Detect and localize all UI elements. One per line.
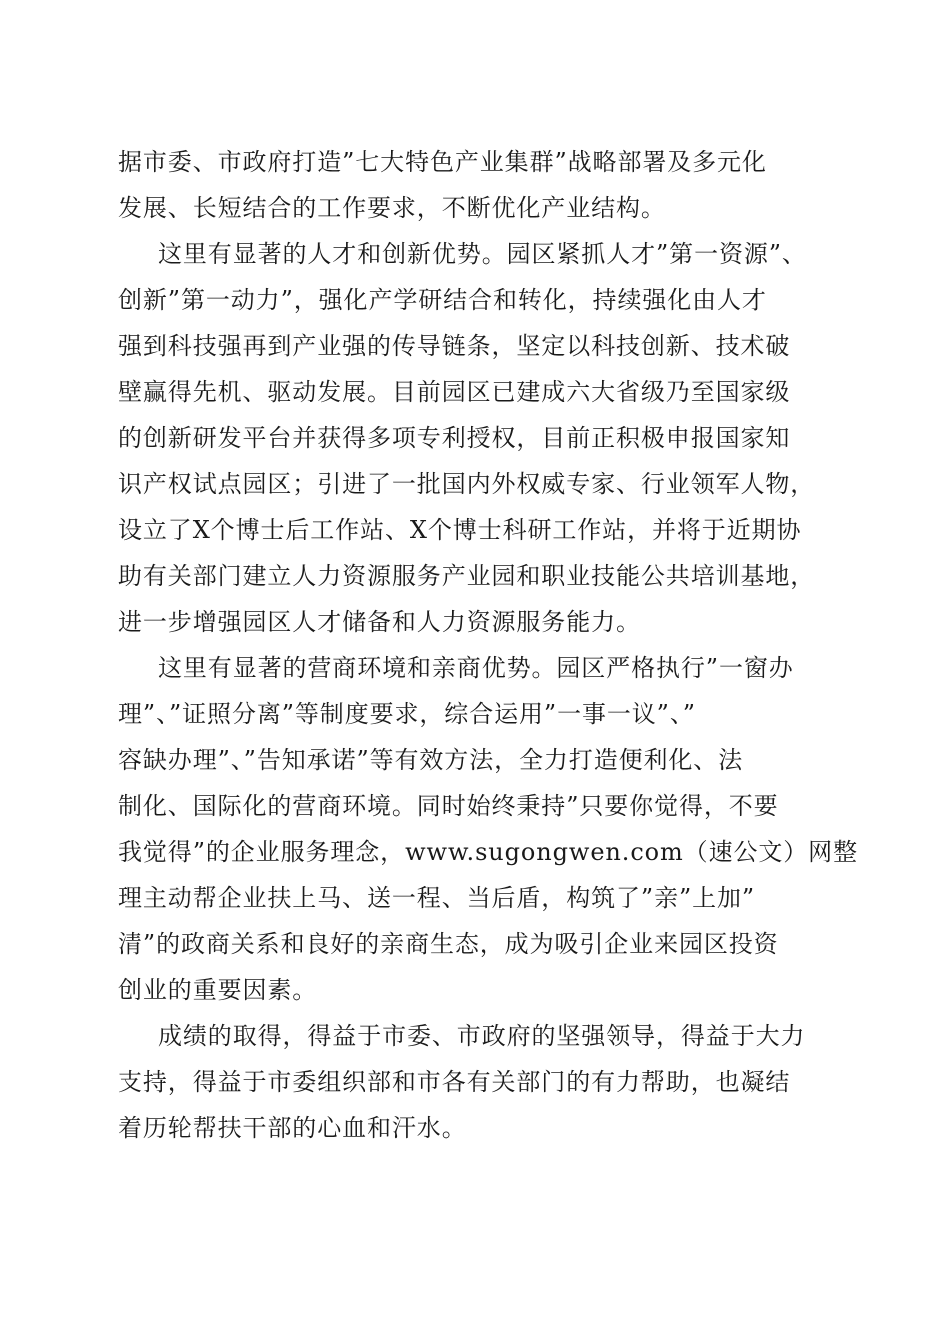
text-line: 设立了X个博士后工作站、X个博士科研工作站，并将于近期协 [118,516,802,544]
text-line: 清”的政商关系和良好的亲商生态，成为吸引企业来园区投资 [118,930,779,958]
text-line: 创业的重要因素。 [118,976,318,1004]
text-line: 据市委、市政府打造”七大特色产业集群”战略部署及多元化 [118,148,767,176]
text-line: 成绩的取得，得益于市委、市政府的坚强领导，得益于大力 [158,1022,806,1050]
text-line: 识产权试点园区；引进了一批国内外权威专家、行业领军人物， [118,470,816,498]
text-line: 支持，得益于市委组织部和市各有关部门的有力帮助，也凝结 [118,1068,791,1096]
text-line: 壁赢得先机、驱动发展。目前园区已建成六大省级乃至国家级 [118,378,791,406]
text-line: 进一步增强园区人才储备和人力资源服务能力。 [118,608,641,636]
text-line: 的创新研发平台并获得多项专利授权，目前正积极申报国家知 [118,424,791,452]
text-line: 发展、长短结合的工作要求，不断优化产业结构。 [118,194,666,222]
text-line: 创新”第一动力”，强化产学研结合和转化，持续强化由人才 [118,286,767,314]
text-line: 这里有显著的营商环境和亲商优势。园区严格执行”一窗办 [158,654,794,682]
text-line: 助有关部门建立人力资源服务产业园和职业技能公共培训基地， [118,562,816,590]
text-line: 容缺办理”、”告知承诺”等有效方法，全力打造便利化、法 [118,746,744,774]
text-line: 我觉得”的企业服务理念，www.sugongwen.com（速公文）网整 [118,838,858,866]
text-line: 这里有显著的人才和创新优势。园区紧抓人才”第一资源”、 [158,240,807,268]
text-line: 制化、国际化的营商环境。同时始终秉持”只要你觉得，不要 [118,792,779,820]
text-line: 着历轮帮扶干部的心血和汗水。 [118,1114,467,1142]
text-line: 理主动帮企业扶上马、送一程、当后盾，构筑了”亲”上加” [118,884,756,912]
text-line: 强到科技强再到产业强的传导链条，坚定以科技创新、技术破 [118,332,791,360]
text-line: 理”、”证照分离”等制度要求，综合运用”一事一议”、” [118,700,696,728]
